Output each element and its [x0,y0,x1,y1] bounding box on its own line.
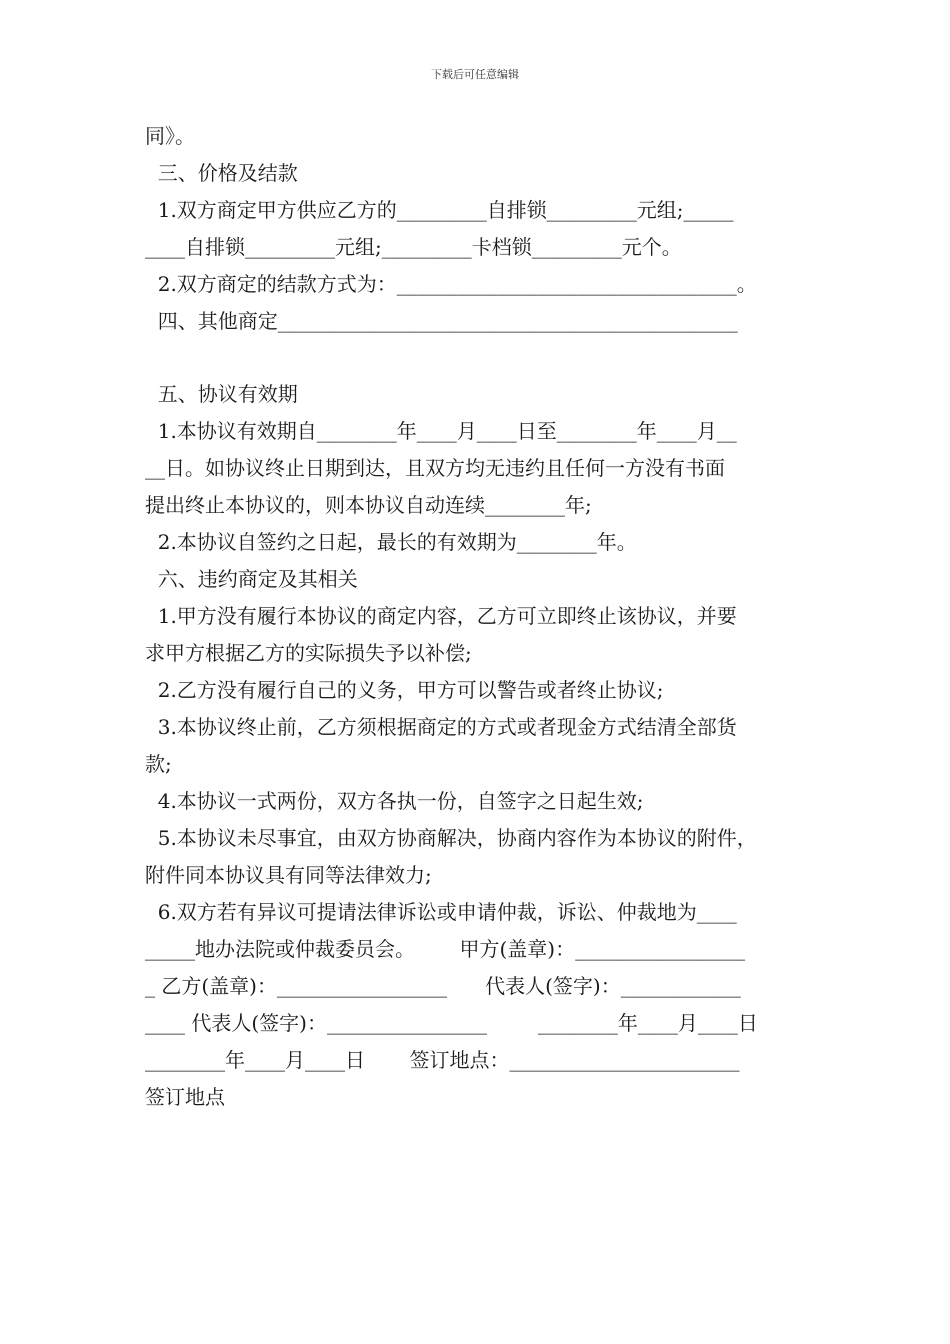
contract-body [145,118,815,1116]
section-heading-validity: 五、协议有效期 [145,382,298,406]
text-line: 1.甲方没有履行本协议的商定内容，乙方可立即终止该协议，并要 [145,604,737,628]
text-line: 附件同本协议具有同等法律效力; [145,863,432,887]
text-line: 款; [145,752,172,776]
text-line: ____自排锁_________元组;_________卡档锁_________元个。 [145,235,682,259]
text-line: 1.双方商定甲方供应乙方的_________自排锁_________元组;_____ [145,198,734,222]
blank-line [145,340,815,376]
signature-line: 签订地点 [145,1085,225,1109]
text-line: 1.本协议有效期自________年____月____日至________年____月__ [145,419,737,443]
section-heading-breach: 六、违约商定及其相关 [145,567,358,591]
text-line: 4.本协议一式两份，双方各执一份，自签字之日起生效; [145,789,644,813]
signature-line: _ 乙方(盖章)：_________________ 代表人(签字)：____________ [145,974,741,998]
section-heading-other: 四、其他商定______________________________________________ [145,309,738,333]
signature-line: ____ 代表人(签字)：________________ ________年____月____日 [145,1011,758,1035]
text-line: 提出终止本协议的，则本协议自动连续________年; [145,493,592,517]
signature-line: _____地办法院或仲裁委员会。 甲方(盖章)：_________________ [145,937,746,961]
text-line: 6.双方若有异议可提请法律诉讼或申请仲裁，诉讼、仲裁地为____ [145,900,737,924]
text-line: 求甲方根据乙方的实际损失予以补偿; [145,641,472,665]
text-line: 2.双方商定的结款方式为：__________________________________。 [145,272,757,296]
text-line: __日。如协议终止日期到达，且双方均无违约且任何一方没有书面 [145,456,725,480]
text-line: 5.本协议未尽事宜，由双方协商解决，协商内容作为本协议的附件， [145,826,757,850]
text-line: 同》。 [145,124,195,148]
text-line: 2.乙方没有履行自己的义务，甲方可以警告或者终止协议; [145,678,664,702]
text-line: 3.本协议终止前，乙方须根据商定的方式或者现金方式结清全部货 [145,715,737,739]
page-header-note: 下载后可任意编辑 [431,68,519,81]
text-line: 2.本协议自签约之日起，最长的有效期为________年。 [145,530,637,554]
section-heading-price: 三、价格及结款 [145,161,298,185]
signature-line: ________年____月____日 签订地点：_______________________ [145,1048,740,1072]
